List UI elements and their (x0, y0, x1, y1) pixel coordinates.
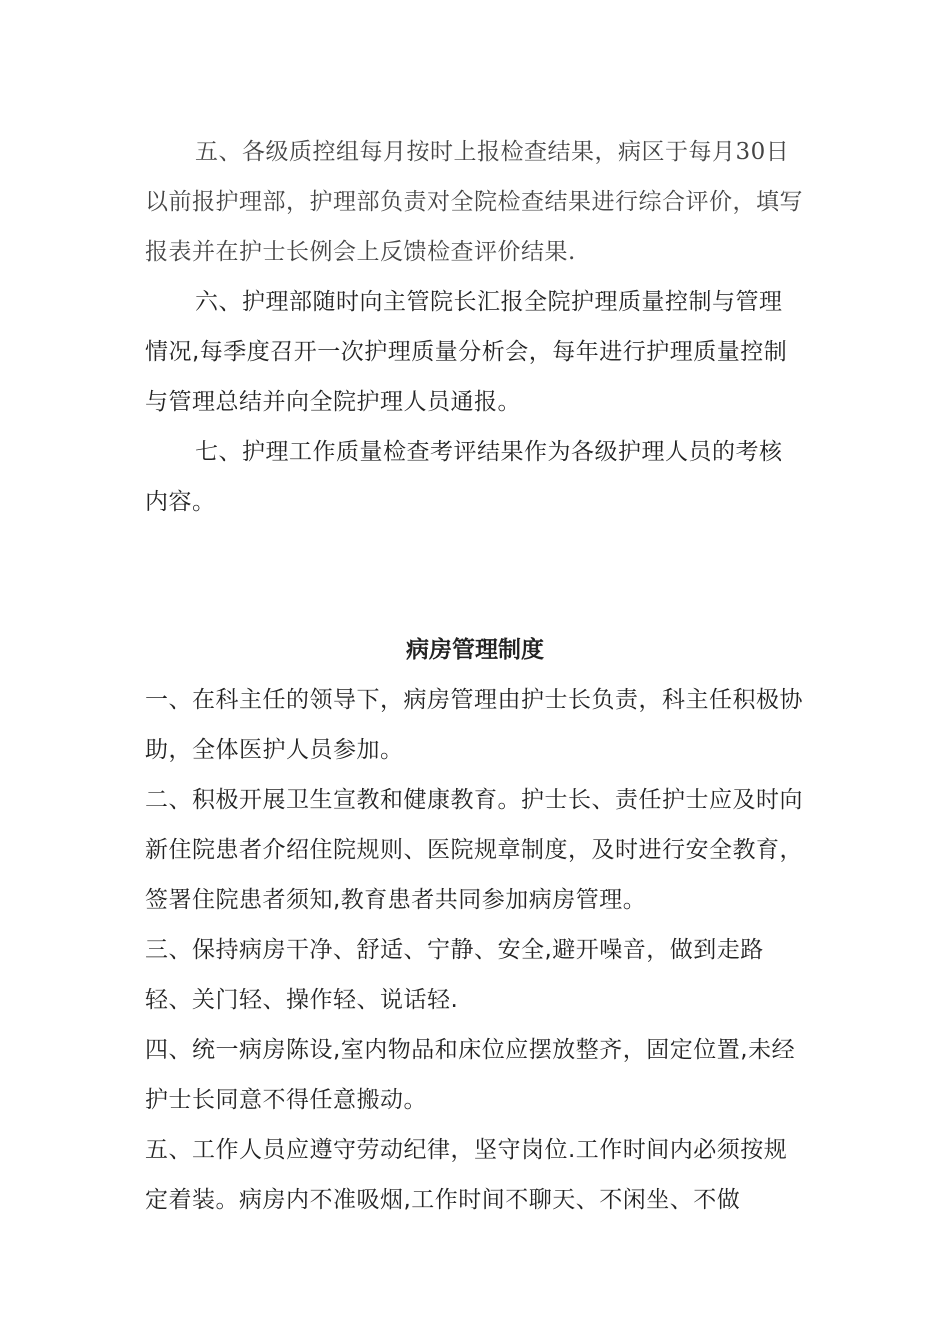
rule-item-1: 一、在科主任的领导下，病房管理由护士长负责，科主任积极协助，全体医护人员参加。 (145, 687, 803, 763)
rule-item-3: 三、保持病房干净、舒适、宁静、安全,避开噪音，做到走路轻、关门轻、操作轻、说话轻. (145, 937, 764, 1013)
paragraph-5: 五、各级质控组每月按时上报检查结果，病区于每月30日以前报护理部，护理部负责对全院检查结果进行综合评价，填写报表并在护士长例会上反馈检查评价结果. (145, 139, 803, 265)
rule-item-4: 四、统一病房陈设,室内物品和床位应摆放整齐，固定位置,未经护士长同意不得任意搬动。 (145, 1037, 796, 1113)
rule-item-5: 五、工作人员应遵守劳动纪律，坚守岗位.工作时间内必须按规定着装。病房内不准吸烟,工作时间不聊天、不闲坐、不做 (145, 1137, 788, 1213)
section-title: 病房管理制度 (406, 637, 544, 663)
rule-item-2: 二、积极开展卫生宣教和健康教育。护士长、责任护士应及时向新住院患者介绍住院规则、医院规章制度，及时进行安全教育，签署住院患者须知,教育患者共同参加病房管理。 (145, 787, 803, 913)
paragraph-7: 七、护理工作质量检查考评结果作为各级护理人员的考核内容。 (145, 439, 783, 515)
paragraph-6: 六、护理部随时向主管院长汇报全院护理质量控制与管理情况,每季度召开一次护理质量分析会，每年进行护理质量控制与管理总结并向全院护理人员通报。 (145, 289, 788, 415)
